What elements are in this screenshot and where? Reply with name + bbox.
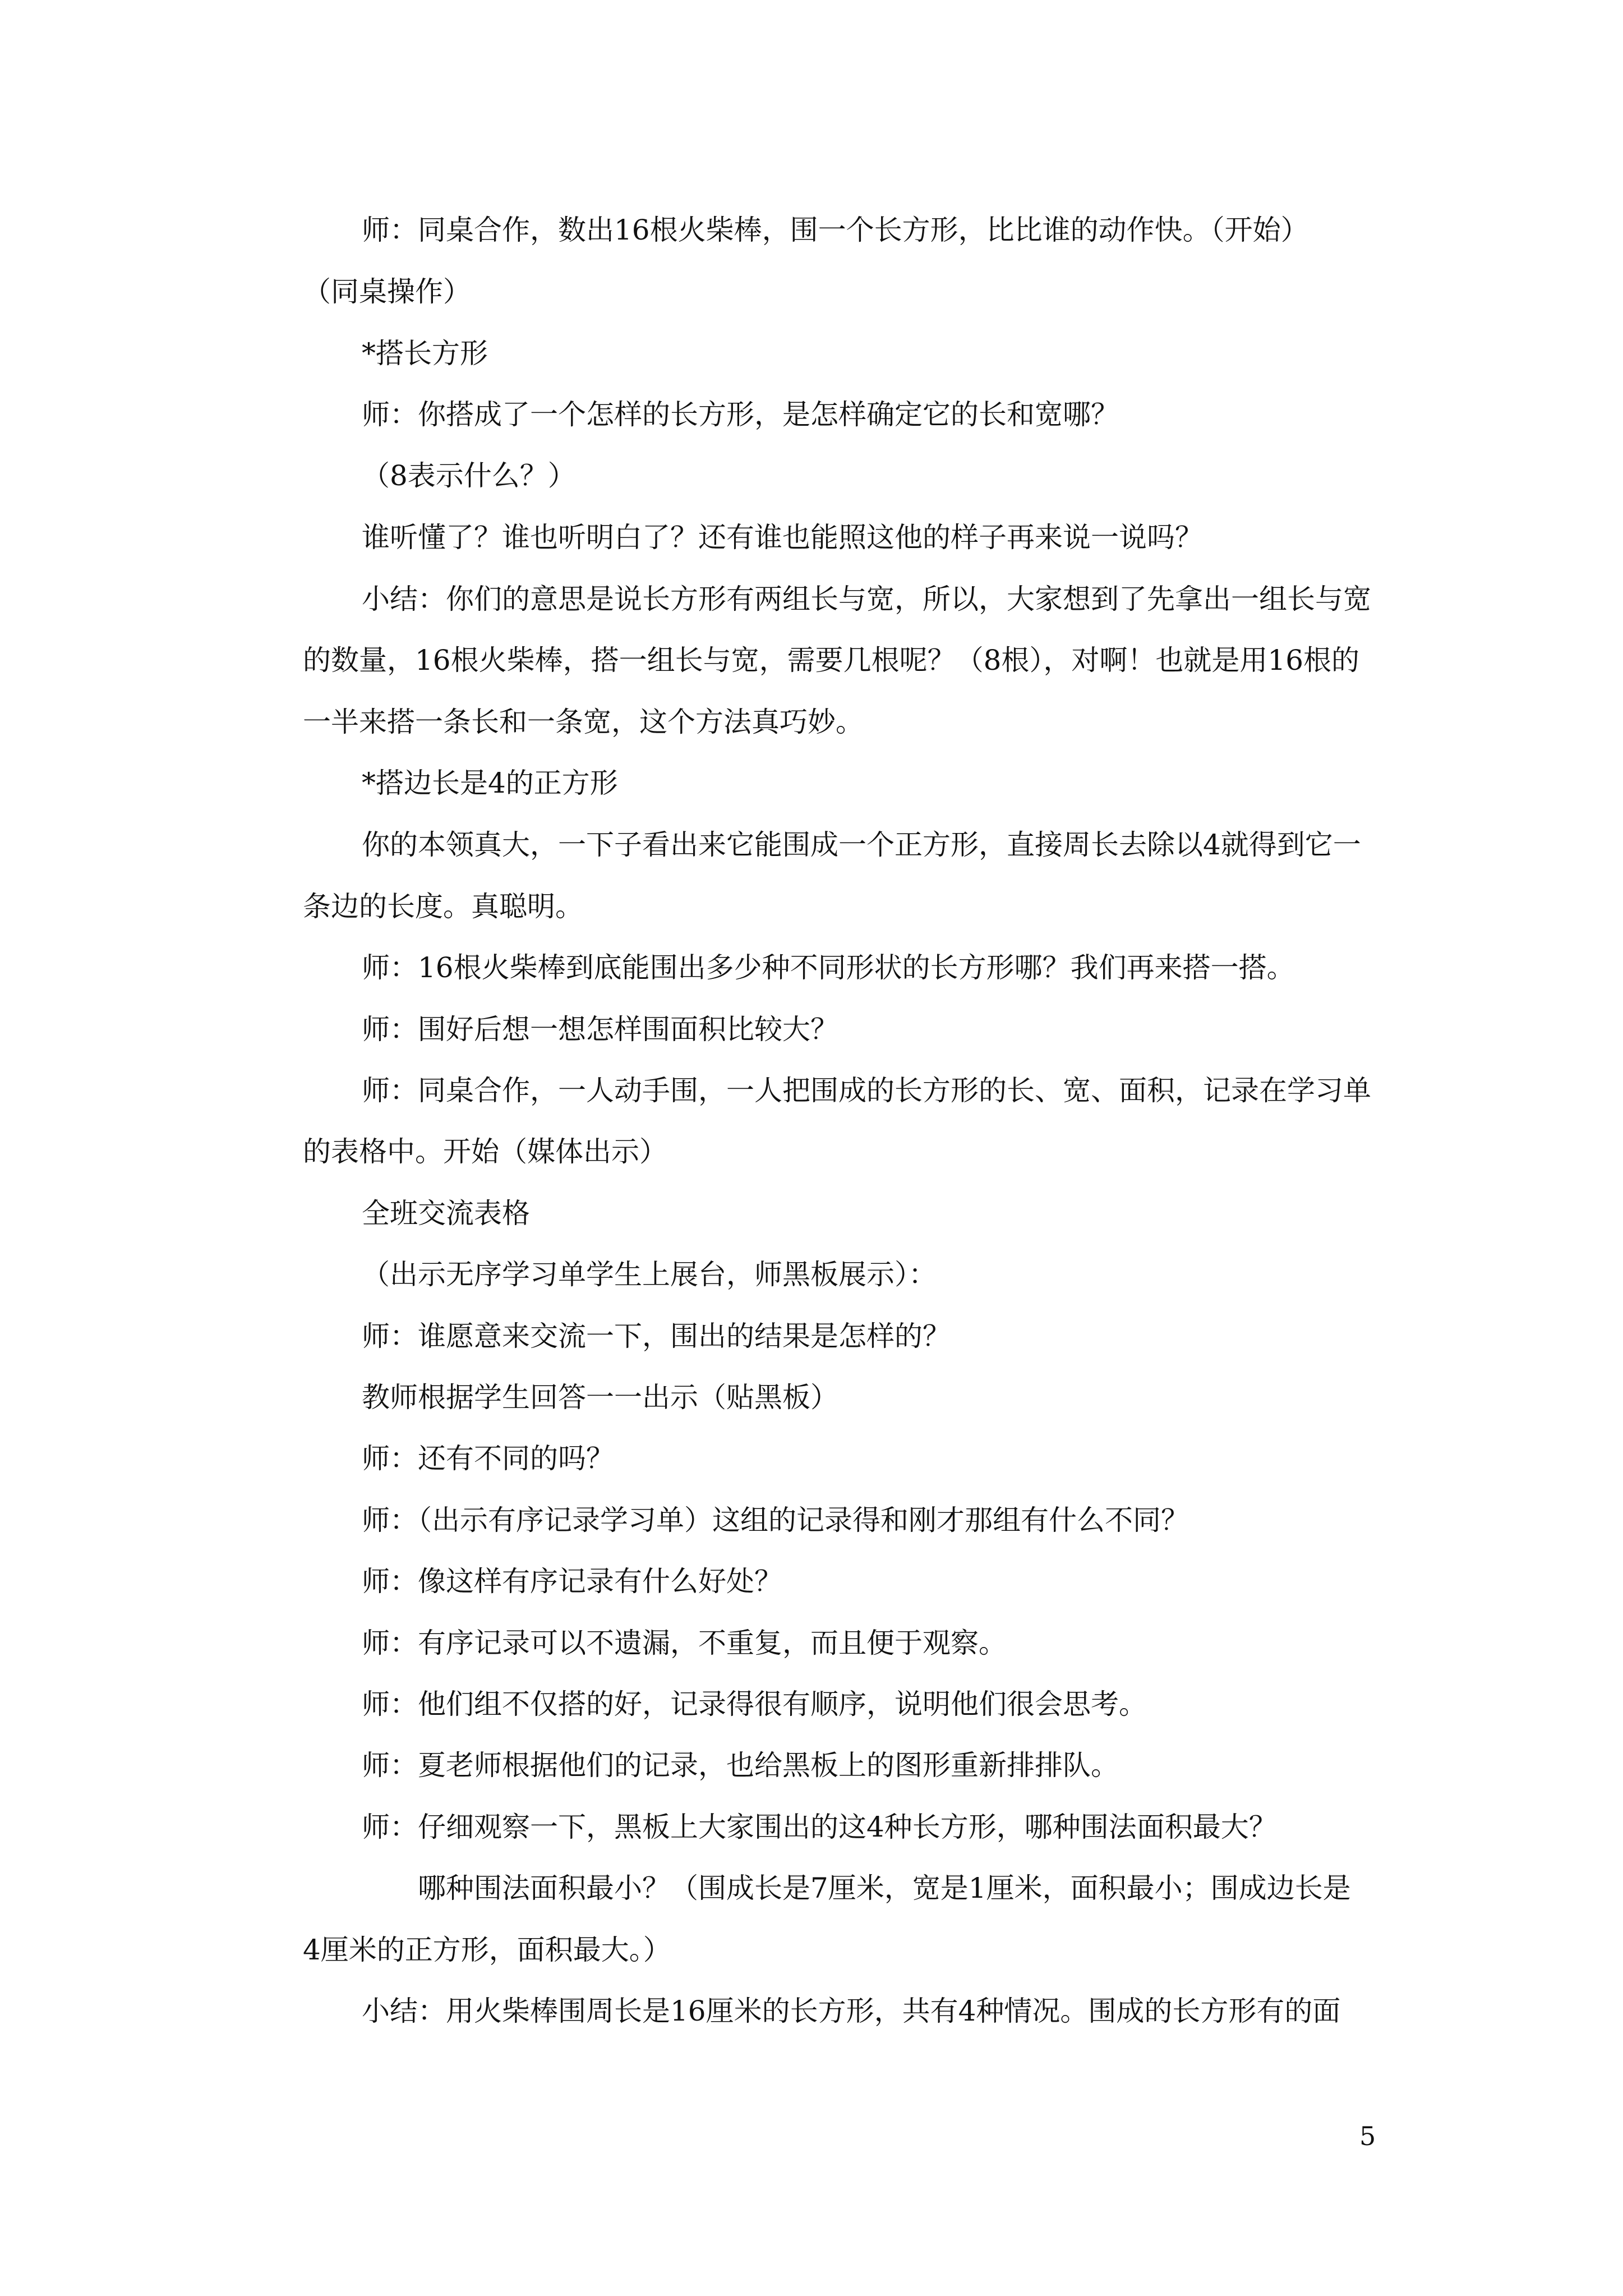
paragraph-line: 师：谁愿意来交流一下，围出的结果是怎样的？ [362,1320,951,1352]
paragraph-line: 师：夏老师根据他们的记录，也给黑板上的图形重新排排队。 [362,1749,1119,1782]
page-number: 5 [1359,2121,1376,2151]
paragraph-line: 条边的长度。真聪明。 [303,890,583,923]
paragraph-line: （8表示什么？） [362,459,576,492]
paragraph-line: 师：他们组不仅搭的好，记录得很有顺序，说明他们很会思考。 [362,1688,1147,1720]
paragraph-line: 全班交流表格 [362,1197,530,1230]
paragraph-line: 师：像这样有序记录有什么好处？ [362,1565,782,1598]
paragraph-line: 师：你搭成了一个怎样的长方形，是怎样确定它的长和宽哪？ [362,398,1119,431]
paragraph-line: 师：有序记录可以不遗漏，不重复，而且便于观察。 [362,1627,1007,1659]
paragraph-line: 谁听懂了？谁也听明白了？还有谁也能照这他的样子再来说一说吗？ [362,521,1203,554]
paragraph-line: 哪种围法面积最小？（围成长是7厘米，宽是1厘米，面积最小；围成边长是 [418,1872,1351,1904]
paragraph-line: 师：16根火柴棒到底能围出多少种不同形状的长方形哪？我们再来搭一搭。 [362,951,1295,984]
paragraph-line: 教师根据学生回答一一出示（贴黑板） [362,1381,838,1414]
paragraph-line: *搭长方形 [362,337,488,370]
paragraph-line: 一半来搭一条长和一条宽，这个方法真巧妙。 [303,706,864,738]
paragraph-line: 小结：你们的意思是说长方形有两组长与宽，所以，大家想到了先拿出一组长与宽 [362,583,1371,615]
paragraph-line: 的数量，16根火柴棒，搭一组长与宽，需要几根呢？（8根），对啊！也就是用16根的 [303,644,1360,677]
paragraph-line: 的表格中。开始（媒体出示） [303,1135,667,1168]
paragraph-line: 4厘米的正方形，面积最大。） [303,1934,671,1966]
paragraph-line: （同桌操作） [303,275,471,308]
paragraph-line: （出示无序学习单学生上展台，师黑板展示）： [362,1258,937,1291]
paragraph-line: 师：仔细观察一下，黑板上大家围出的这4种长方形，哪种围法面积最大？ [362,1811,1277,1843]
paragraph-line: 师：同桌合作，数出16根火柴棒，围一个长方形，比比谁的动作快。（开始） [362,214,1309,246]
paragraph-line: 小结：用火柴棒围周长是16厘米的长方形，共有4种情况。围成的长方形有的面 [362,1995,1341,2027]
paragraph-line: 师：（出示有序记录学习单）这组的记录得和刚才那组有什么不同？ [362,1504,1189,1536]
paragraph-line: 师：围好后想一想怎样围面积比较大？ [362,1013,838,1046]
paragraph-line: *搭边长是4的正方形 [362,767,618,799]
paragraph-line: 师：同桌合作，一人动手围，一人把围成的长方形的长、宽、面积，记录在学习单 [362,1074,1371,1107]
paragraph-line: 师：还有不同的吗？ [362,1442,614,1475]
paragraph-line: 你的本领真大，一下子看出来它能围成一个正方形，直接周长去除以4就得到它一 [362,829,1361,861]
